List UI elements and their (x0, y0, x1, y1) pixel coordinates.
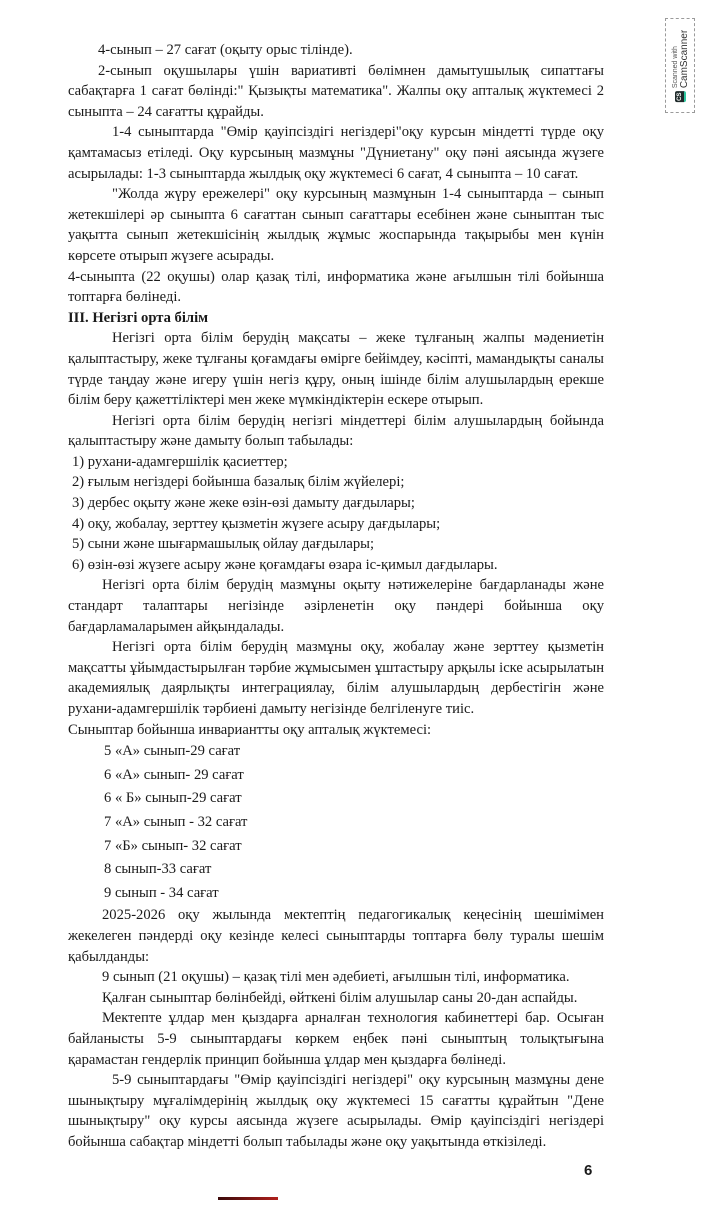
list-item: 8 сынып-33 сағат (104, 861, 212, 878)
list-item: 4) оқу, жобалау, зерттеу қызметін жүзеге асыру дағдылары; (72, 515, 441, 532)
tasks-list (68, 452, 604, 576)
list-item: 5 «А» сынып-29 сағат (104, 743, 241, 760)
list-item: 3) дербес оқыту және жеке өзін-өзі дамыту дағдылары; (72, 495, 415, 512)
paragraph-content-basis: Негізгі орта білім берудің мазмұны оқу, жобалау және зерттеу қызметін мақсатты ұйымдастырылған тәрбие жұмысымен ұштастыру арқылы іске асырылатын академиялық даярлықты интеграциялау, білім алушылардың дербестігін және рухани-адамгершілік тәрбиені дамыту негізінде белгіленуге тиіс. (68, 639, 604, 717)
scanner-prefix: Scanned with (672, 45, 679, 88)
paragraph-grade2-variative: 2-сынып оқушылары үшін вариативті бөлімнен дамытушылық сипаттағы сабақтарға 1 сағат бөлінді:" Қызықты математика". Жалпы оқу апталық жүктемесі 2 сыныпта – 24 сағатты құрайды. (68, 62, 604, 120)
paragraph-load-intro: Сыныптар бойынша инвариантты оқу апталық жүктемесі: (68, 721, 432, 738)
list-item: 6 «А» сынып- 29 сағат (104, 766, 244, 783)
paragraph-tasks-intro: Негізгі орта білім берудің негізгі міндеттері білім алушылардың бойында қалыптастыру және дамыту болып табылады: (68, 412, 604, 450)
page-number: 6 (584, 1162, 593, 1179)
document-body (68, 40, 604, 1152)
weekly-load-list (68, 740, 604, 905)
paragraph-grade9-split: 9 сынып (21 оқушы) – қазақ тілі мен әдебиеті, ағылшын тілі, информатика. (102, 969, 570, 986)
list-item: 7 «А» сынып - 32 сағат (104, 813, 248, 830)
camscanner-watermark (665, 18, 695, 113)
paragraph-grade4-hours: 4-сынып – 27 сағат (оқыту орыс тілінде). (98, 42, 353, 58)
list-item: 1) рухани-адамгершілік қасиеттер; (72, 453, 288, 470)
paragraph-technology: Мектепте ұлдар мен қыздарға арналған технология кабинеттері бар. Осыған байланысты 5-9 сыныптардағы көркем еңбек пәні сыныптың толықтығына қарамастан гендерлік принцип бойынша ұлдар мен қыздарға бөлінеді. (68, 1010, 604, 1068)
list-item: 7 «Б» сынып- 32 сағат (104, 837, 242, 854)
section-heading: III. Негізгі орта білім (68, 309, 209, 326)
paragraph-goal: Негізгі орта білім берудің мақсаты – жеке тұлғаның жалпы мәдениетін қалыптастыру, жеке тұлғаны қоғамдағы өмірге бейімдеу, кәсіпті, мамандықты саналы түрде таңдау және игеру үшін негіз құру, оның ішінде білім алушылардың ерекше білім беру қажеттіліктері мен жеке мүмкіндіктерін ескере отырып. (68, 330, 604, 409)
list-item: 9 сынып - 34 сағат (104, 884, 219, 901)
paragraph-content-orientation: Негізгі орта білім берудің мазмұны оқыту нәтижелеріне бағдарланады және стандарт талаптары негізінде әзірленетін оқу пәндері бойынша оқу бағдарламаларымен айқындалады. (68, 577, 604, 635)
paragraph-safety-5-9: 5-9 сыныптардағы "Өмір қауіпсіздігі негіздері" оқу курсының мазмұны дене шынықтыру мұғалімдерінің жылдық оқу жүктемесі 15 сағатты құрайтын "Дене шынықтыру" оқу курсы аясында жүзеге асырылады. Өмір қауіпсіздігі негіздері бойынша сабақтар міндетті болып табылады және оқу уақытында өткізіледі. (68, 1072, 604, 1150)
list-item: 6 « Б» сынып-29 сағат (104, 790, 242, 807)
list-item: 5) сыни және шығармашылық ойлау дағдылары; (72, 536, 375, 553)
list-item: 6) өзін-өзі жүзеге асыру және қоғамдағы өзара іс-қимыл дағдылары. (72, 556, 498, 573)
list-item: 2) ғылым негіздері бойынша базалық білім жүйелері; (72, 474, 405, 491)
scan-artifact-divider (218, 1197, 278, 1200)
page-footer (0, 1158, 712, 1208)
paragraph-traffic-rules: "Жолда жүру ережелері" оқу курсының мазмұнын 1-4 сыныптарда – сынып жетекшілері әр сыныпта 6 сағаттан сынып сағаттары есебінен және сыныптан тыс уақытта сынып жетекшісінің жылдық жұмыс жоспарында тақырыбы мен күнін көрсете отырып жүзеге асырады. (68, 186, 604, 264)
camscanner-logo-icon: CS (675, 91, 686, 102)
paragraph-grade4-groups: 4-сыныпта (22 оқушы) олар қазақ тілі, информатика және ағылшын тілі бойынша топтарға бөлінеді. (68, 268, 604, 306)
scanner-brand: CamScanner (679, 29, 690, 88)
paragraph-council-decision: 2025-2026 оқу жылында мектептің педагогикалық кеңесінің шешімімен жекелеген пәндерді оқу кезінде келесі сыныптарды топтарға бөлу туралы шешім қабылданды: (68, 907, 604, 965)
paragraph-life-safety-1-4: 1-4 сыныптарда "Өмір қауіпсіздігі негіздері"оқу курсын міндетті түрде оқу қамтамасыз етіледі. Оқу курсының мазмұны "Дүниетану" оқу пәні аясында жүзеге асырылады: 1-3 сыныптарда жылдық оқу жүктемесі 6 сағат, 4 сыныпта – 10 сағат. (68, 124, 604, 182)
paragraph-others-not-split: Қалған сыныптар бөлінбейді, өйткені білім алушылар саны 20-дан аспайды. (102, 989, 578, 1006)
